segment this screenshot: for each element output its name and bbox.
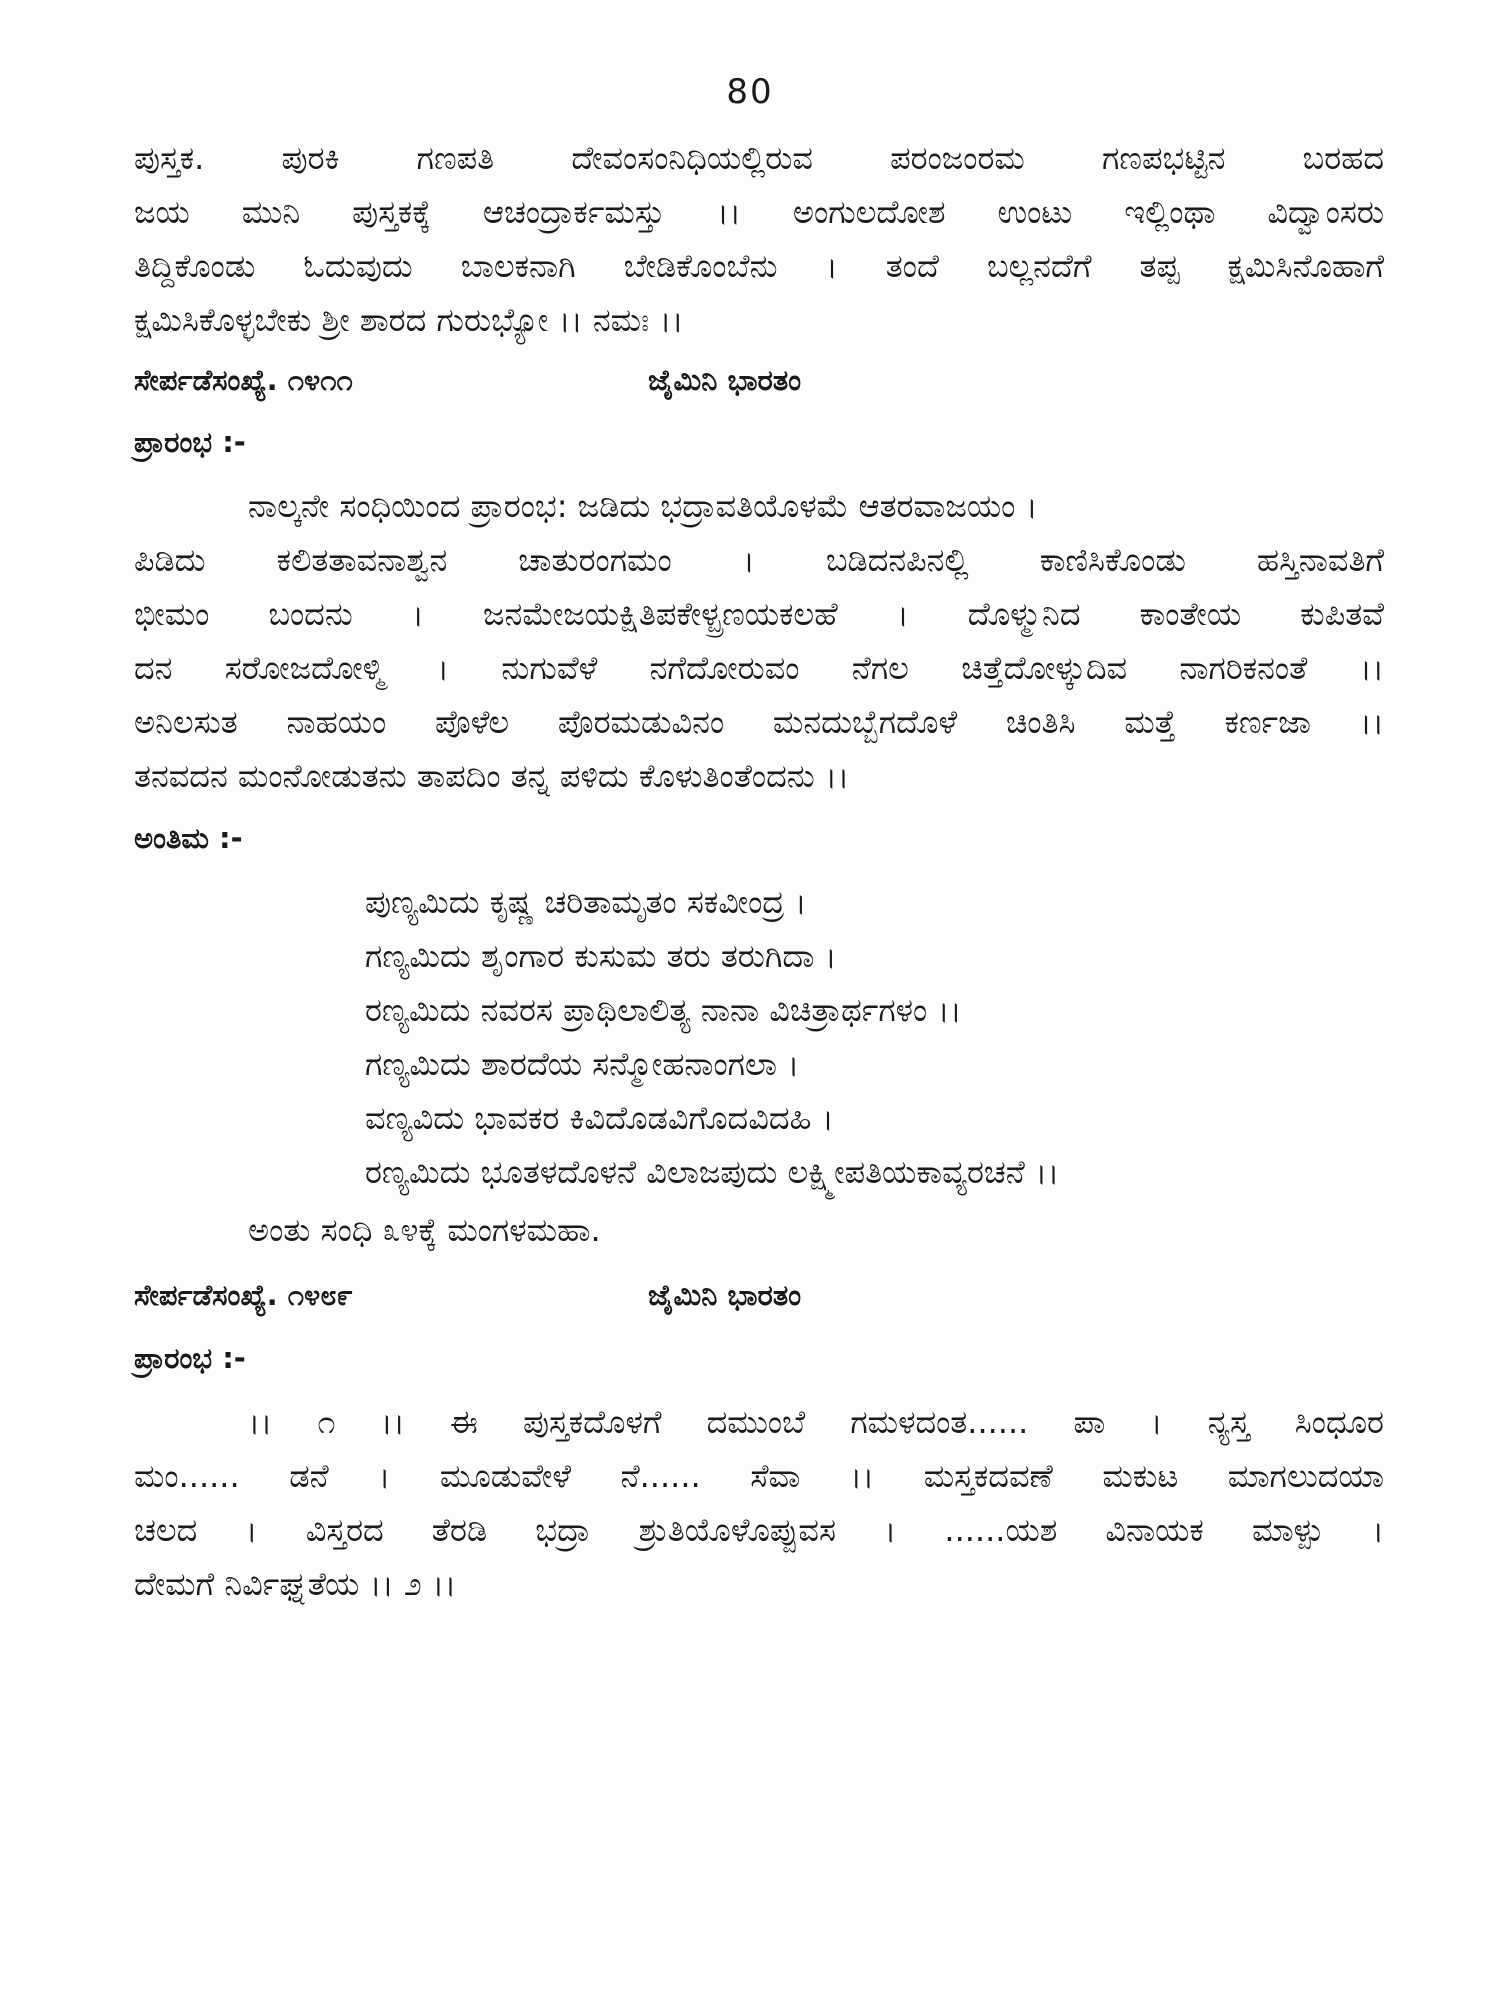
paragraph-line: ದೇಮಗೆ ನಿರ್ವಿಘ್ನತೆಯ ।। ೨ ।। — [134, 1565, 457, 1603]
page-number: 80 — [726, 72, 774, 112]
verse-line: ರಣ್ಯಮಿದು ನವರಸ ಪ್ರಾಥಿಲಾಲಿತ್ಯ ನಾನಾ ವಿಚಿತ್ರಾರ್ಥಗಳಂ ।। — [365, 991, 962, 1029]
verse-line: ಗಣ್ಯಮಿದು ಶಾರದೆಯ ಸನ್ಮೋಹನಾಂಗಲಾ । — [365, 1045, 800, 1083]
entry-number: ಸೇರ್ಪಡೆಸಂಖ್ಯೆ. ೧೪೮೯ — [134, 1278, 353, 1312]
paragraph-line: ಮಂ...... ಡನೆ । ಮೂಡುವೇಳೆ ನೆ...... ಸೆವಾ ।। ಮಸ್ತಕದವಣೆ ಮಕುಟ ಮಾಗಲುದಯಾ — [134, 1457, 1384, 1495]
paragraph-line: ಅನಿಲಸುತ ನಾಹಯಂ ಪೊಳೆಲ ಪೊರಮಡುವಿನಂ ಮನದುಬ್ಬೆಗದೊಳೆ ಚಿಂತಿಸಿ ಮತ್ತೆ ಕರ್ಣಜಾ ।। — [134, 703, 1384, 741]
paragraph-line: ಭೀಮಂ ಬಂದನು । ಜನಮೇಜಯಕ್ಷಿತಿಪಕೇಳ್ಪ್ರಣಯಕಲಹೆ । ದೊಳ್ಮುನಿದ ಕಾಂತೇಯ ಕುಪಿತವೆ — [134, 595, 1384, 633]
paragraph-line: ಪುಸ್ತಕ. ಪುರಕಿ ಗಣಪತಿ ದೇವಂಸಂನಿಧಿಯಲ್ಲಿರುವ ಪರಂಜಂರಮ ಗಣಪಭಟ್ಟಿನ ಬರಹದ — [134, 139, 1384, 177]
antima-label: ಅಂತಿಮ :- — [134, 821, 243, 855]
paragraph-line: ಜಯ ಮುನಿ ಪುಸ್ತಕಕ್ಕೆ ಆಚಂದ್ರಾರ್ಕಮಸ್ತು ।। ಅಂಗುಲದೋಶ ಉಂಟು ಇಲ್ಲಿಂಥಾ ವಿದ್ವಾಂಸರು — [134, 193, 1384, 231]
paragraph-line: ದನ ಸರೋಜದೋಳ್ಮಿ । ನುಗುವೆಳೆ ನಗೆದೋರುವಂ ನೆಗಲ ಚಿತ್ತೆದೋಳ್ಕುದಿವ ನಾಗರಿಕನಂತೆ ।। — [134, 649, 1384, 687]
paragraph-line: ಪಿಡಿದು ಕಲಿತತಾವನಾಶ್ವನ ಚಾತುರಂಗಮಂ । ಬಡಿದನಪಿನಲ್ಲಿ ಕಾಣಿಸಿಕೊಂಡು ಹಸ್ತಿನಾವತಿಗೆ — [134, 541, 1384, 579]
verse-line: ವಣ್ಯವಿದು ಭಾವಕರ ಕಿವಿದೊಡವಿಗೊದವಿದಹಿ । — [365, 1099, 834, 1137]
paragraph-line: ನಾಲ್ಕನೇ ಸಂಧಿಯಿಂದ ಪ್ರಾರಂಭ: ಜಡಿದು ಭದ್ರಾವತಿಯೊಳಮೆ ಆತರವಾಜಯಂ । — [248, 487, 1038, 525]
verse-line: ರಣ್ಯಮಿದು ಭೂತಳದೊಳನೆ ವಿಲಾಜಪುದು ಲಕ್ಷ್ಮೀಪತಿಯಕಾವ್ಯರಚನೆ ।। — [365, 1153, 1060, 1191]
entry-title: ಜೈಮಿನಿ ಭಾರತಂ — [648, 1278, 802, 1312]
paragraph-line: ತನವದನ ಮಂನೋಡುತನು ತಾಪದಿಂ ತನ್ನ ಪಳಿದು ಕೊಳುತಿಂತೆಂದನು ।। — [134, 757, 850, 795]
paragraph-line: ಚಲದ । ವಿಸ್ತರದ ತೆರಡಿ ಭದ್ರಾ ಶ್ರುತಿಯೊಳೊಪ್ಪುವಸ । ......ಯಶ ವಿನಾಯಕ ಮಾಳ್ಪು । — [134, 1511, 1384, 1549]
entry-number: ಸೇರ್ಪಡೆಸಂಖ್ಯೆ. ೧೪೧೧ — [134, 363, 353, 397]
entry-title: ಜೈಮಿನಿ ಭಾರತಂ — [648, 363, 802, 397]
verse-line: ಪುಣ್ಯಮಿದು ಕೃಷ್ಣ ಚರಿತಾಮೃತಂ ಸಕವೀಂದ್ರ । — [365, 883, 807, 921]
prarambha-label: ಪ್ರಾರಂಭ :- — [134, 425, 246, 459]
paragraph-line: ತಿದ್ದಿಕೊಂಡು ಓದುವುದು ಬಾಲಕನಾಗಿ ಬೇಡಿಕೊಂಬೆನು । ತಂದೆ ಬಲ್ಲನದೆಗೆ ತಪ್ಪ ಕ್ಷಮಿಸಿನೊಹಾಗೆ — [134, 247, 1384, 285]
verse-line: ಗಣ್ಯಮಿದು ಶೃಂಗಾರ ಕುಸುಮ ತರು ತರುಗಿದಾ । — [365, 937, 837, 975]
prarambha-label: ಪ್ರಾರಂಭ :- — [134, 1341, 246, 1375]
paragraph-line: ।। ೧ ।। ಈ ಪುಸ್ತಕದೊಳಗೆ ದಮುಂಬೆ ಗಮಳದಂತ...... ಪಾ । ನ್ಯಸ್ತ ಸಿಂಧೂರ — [248, 1403, 1384, 1441]
paragraph-line: ಕ್ಷಮಿಸಿಕೊಳ್ಳಬೇಕು ಶ್ರೀ ಶಾರದ ಗುರುಭ್ಯೋ ।। ನಮಃ ।। — [134, 301, 684, 339]
closing-line: ಅಂತು ಸಂಧಿ ೩೪ಕ್ಕೆ ಮಂಗಳಮಹಾ. — [248, 1211, 601, 1249]
